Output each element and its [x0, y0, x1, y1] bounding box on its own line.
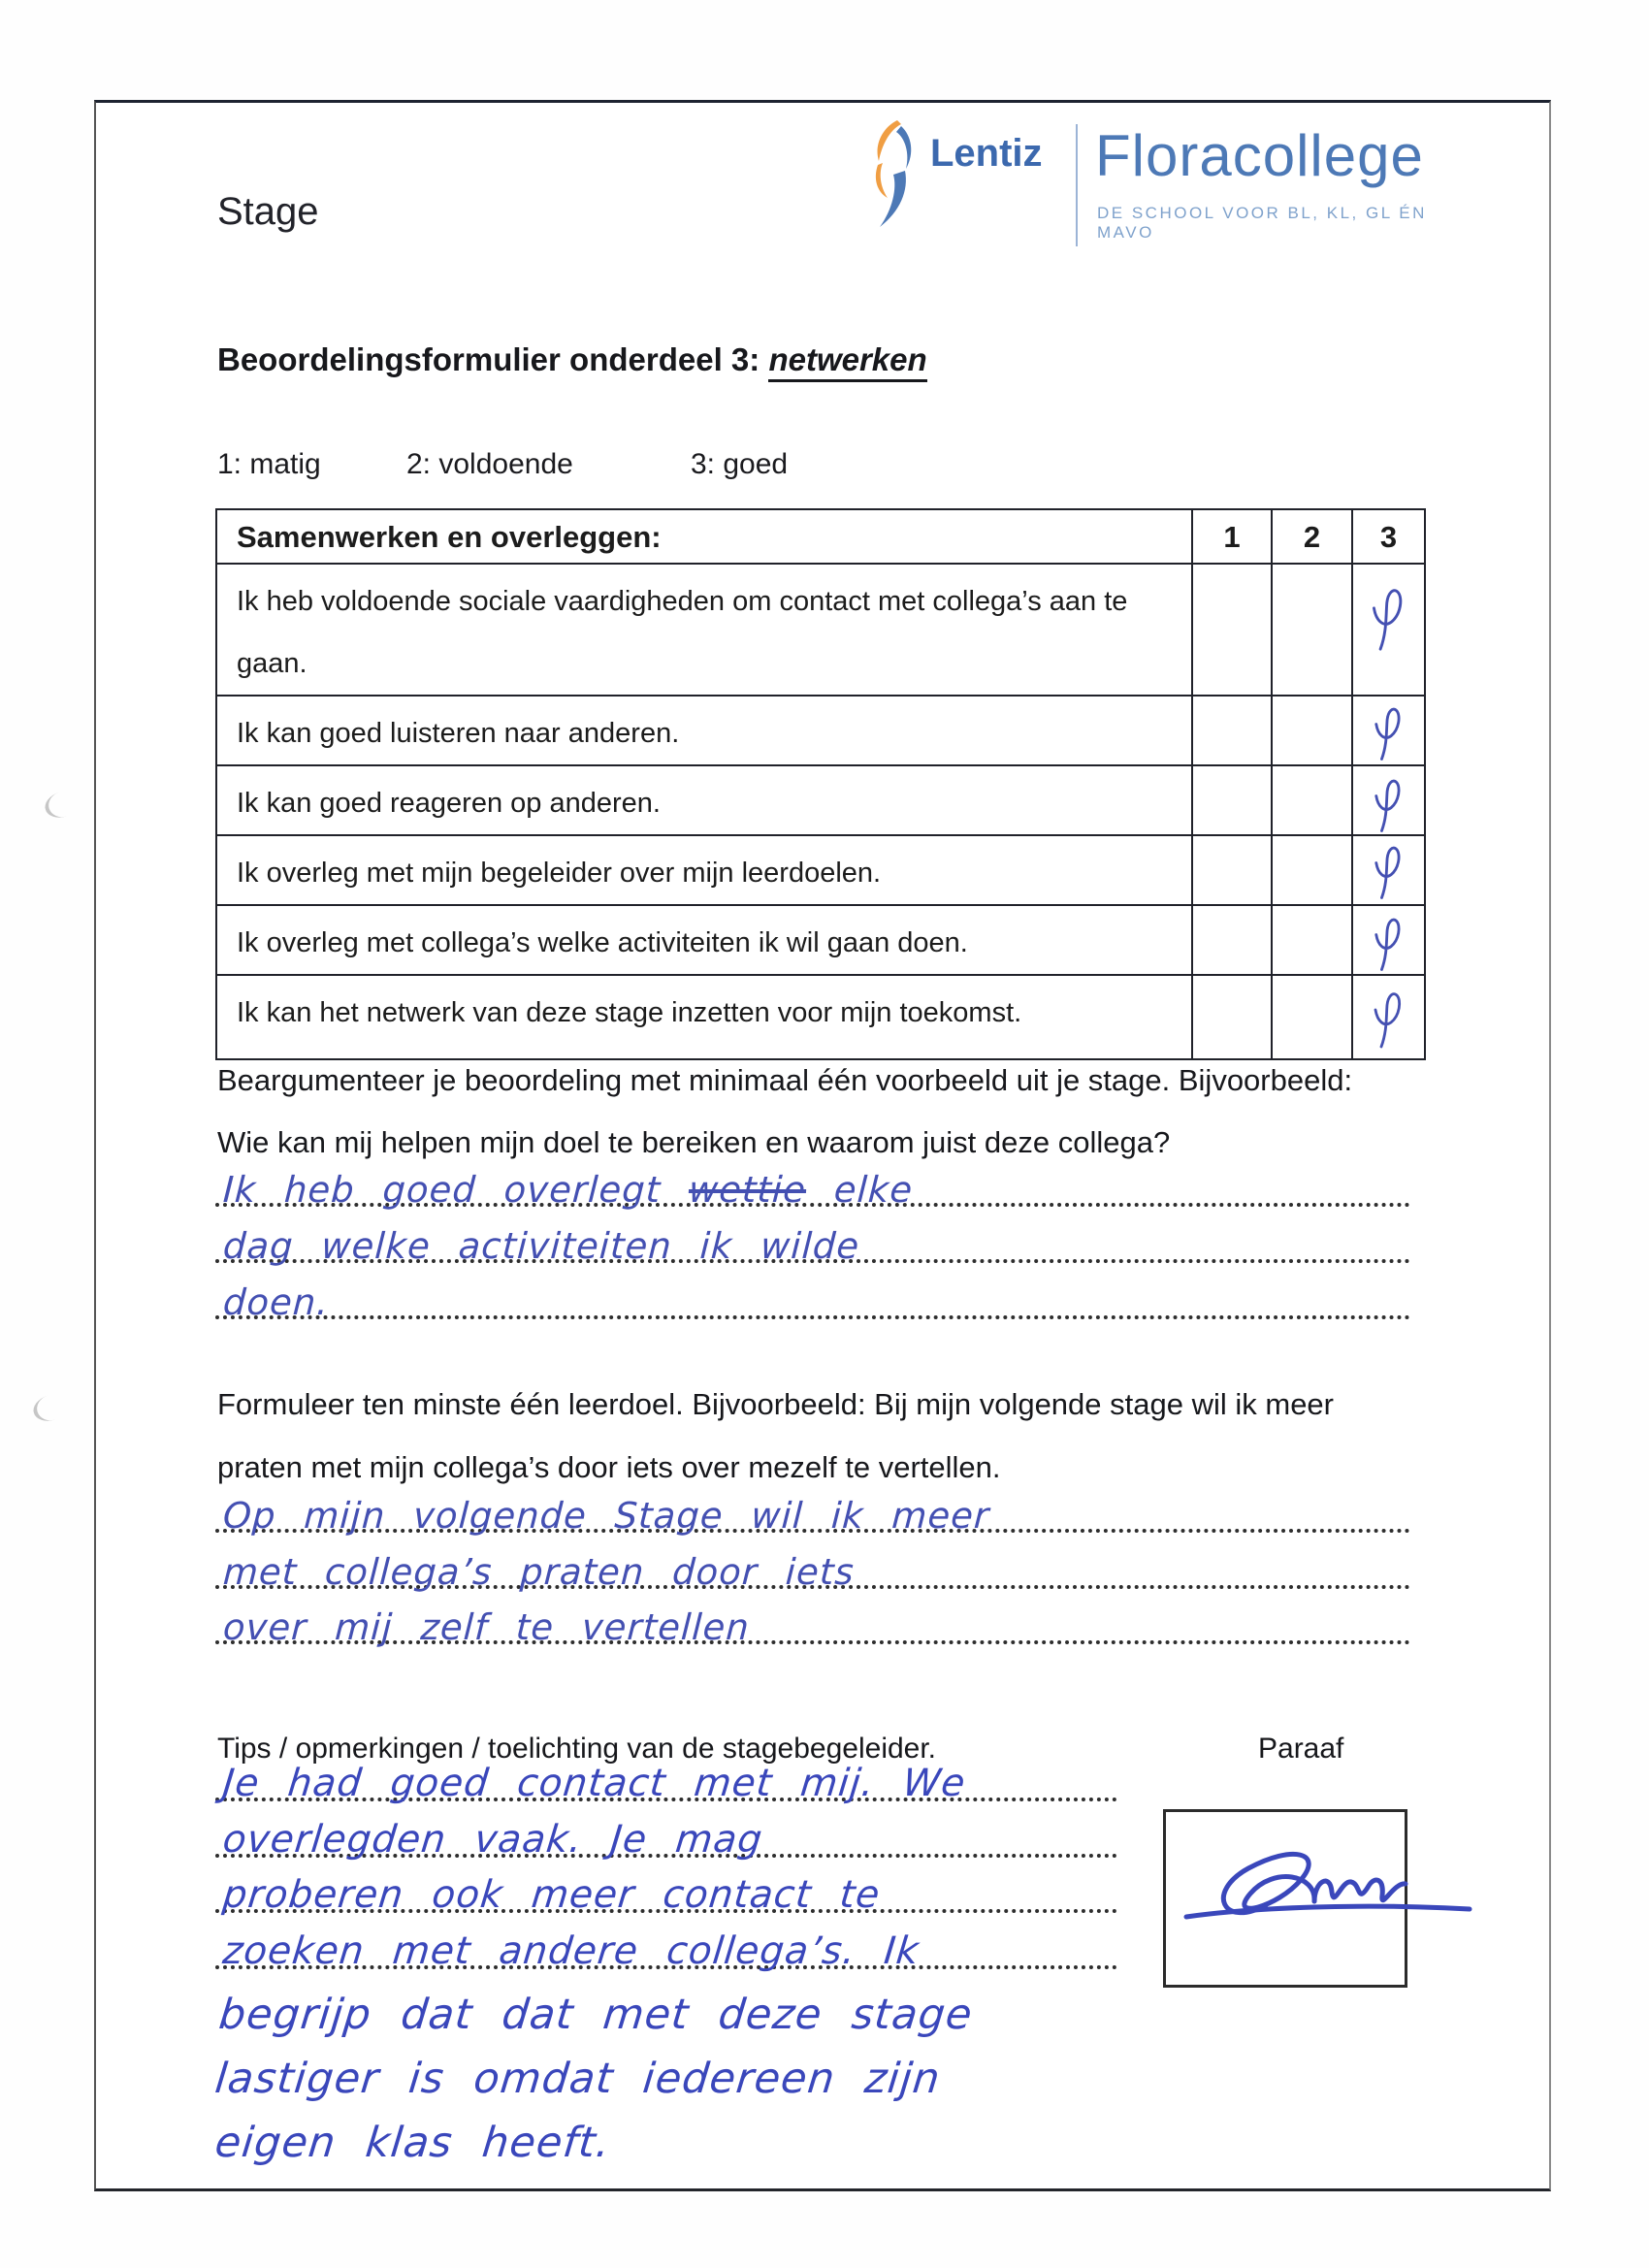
column-header-3: 3	[1352, 509, 1425, 564]
score-cell-checked	[1352, 696, 1425, 765]
answer-line	[215, 1201, 1410, 1267]
paraaf-label: Paraaf	[1258, 1733, 1344, 1765]
statement-text: Ik overleg met mijn begeleider over mijn leerdoelen.	[216, 835, 1192, 905]
argument-prompt-line2: Wie kan mij helpen mijn doel te bereiken en waarom juist deze collega?	[217, 1125, 1171, 1159]
score-cell-checked	[1352, 765, 1425, 835]
score-cell-checked	[1352, 835, 1425, 905]
handwritten-comment: proberen ook meer contact te	[220, 1873, 883, 1917]
page-title: Stage	[217, 190, 319, 233]
table-row	[216, 696, 1425, 765]
handwritten-answer: Ik heb goed overlegt wettie elke	[221, 1169, 915, 1211]
column-header-2: 2	[1272, 509, 1352, 564]
lentiz-swoosh-icon	[866, 118, 924, 233]
handwritten-answer: met collega’s praten door iets	[221, 1551, 856, 1593]
handwritten-comment: eigen klas heeft.	[212, 2119, 613, 2167]
goal-prompt-line1: Formuleer ten minste één leerdoel. Bijvoorbeeld: Bij mijn volgende stage wil ik meer	[217, 1387, 1334, 1421]
checkmark-icon	[1373, 770, 1406, 840]
answer-line	[215, 1582, 1410, 1648]
handwritten-answer: Op mijn volgende Stage wil ik meer	[221, 1495, 991, 1537]
statement-text: Ik kan het netwerk van deze stage inzetten voor mijn toekomst.	[216, 975, 1192, 1059]
form-heading-prefix: Beoordelingsformulier onderdeel 3:	[217, 341, 769, 377]
handwritten-comment: begrijp dat dat met deze stage	[216, 1991, 976, 2039]
comment-line	[215, 1739, 1117, 1805]
checkmark-icon	[1373, 910, 1406, 978]
logo-tagline-text: DE SCHOOL VOOR BL, KL, GL ÉN MAVO	[1097, 204, 1427, 242]
handwritten-comment: zoeken met andere collega’s. Ik	[220, 1929, 922, 1973]
checkmark-icon	[1370, 568, 1408, 669]
table-row	[216, 975, 1425, 1059]
scale-item-goed: 3: goed	[691, 448, 789, 480]
logo-divider	[1076, 124, 1078, 246]
goal-prompt-line2: praten met mijn collega’s door iets over mezelf te vertellen.	[217, 1450, 1001, 1484]
form-heading	[217, 341, 927, 378]
column-header-1: 1	[1192, 509, 1272, 564]
comment-line	[215, 1796, 1117, 1862]
handwritten-answer: doen.	[221, 1281, 331, 1323]
scale-item-voldoende: 2: voldoende	[406, 448, 573, 480]
scan-artifact-mark	[42, 787, 84, 822]
scan-artifact-mark	[30, 1390, 73, 1425]
answer-line	[215, 1257, 1410, 1323]
statement-text: Ik heb voldoende sociale vaardigheden om contact met collega’s aan te gaan.	[216, 564, 1192, 696]
rating-table	[215, 508, 1426, 1060]
handwritten-answer: dag welke activiteiten ik wilde	[221, 1225, 861, 1267]
table-header: Samenwerken en overleggen:	[216, 509, 1192, 564]
logo-brand-text: Lentiz	[930, 132, 1043, 175]
handwritten-comment: overlegden vaak. Je mag	[220, 1818, 765, 1862]
table-row	[216, 905, 1425, 975]
answer-line	[215, 1527, 1410, 1593]
table-row	[216, 765, 1425, 835]
statement-text: Ik overleg met collega’s welke activiteiten ik wil gaan doen.	[216, 905, 1192, 975]
score-cell-checked	[1352, 975, 1425, 1059]
signature	[1169, 1824, 1479, 1979]
statement-text: Ik kan goed luisteren naar anderen.	[216, 696, 1192, 765]
form-heading-topic: netwerken	[768, 341, 926, 382]
comment-line	[215, 1907, 1117, 1973]
checkmark-icon	[1373, 840, 1406, 904]
score-cell-checked	[1352, 564, 1425, 696]
struck-word: wettie	[687, 1169, 808, 1211]
score-cell-checked	[1352, 905, 1425, 975]
handwritten-comment: lastiger is omdat iedereen zijn	[212, 2055, 944, 2103]
handwritten-answer: over mij zelf te vertellen	[221, 1606, 751, 1648]
handwritten-comment: Je had goed contact met mij. We	[220, 1762, 968, 1805]
scale-item-matig: 1: matig	[217, 448, 321, 480]
checkmark-icon	[1372, 980, 1406, 1059]
comment-line	[215, 1851, 1117, 1917]
table-row	[216, 564, 1425, 696]
logo-school-text: Floracollege	[1095, 123, 1424, 188]
argument-prompt-line1: Beargumenteer je beoordeling met minimaal één voorbeeld uit je stage. Bijvoorbeeld:	[217, 1063, 1353, 1097]
statement-text: Ik kan goed reageren op anderen.	[216, 765, 1192, 835]
school-logo	[866, 114, 1468, 250]
tips-label: Tips / opmerkingen / toelichting van de stagebegeleider.	[217, 1733, 937, 1765]
table-row	[216, 835, 1425, 905]
checkmark-icon	[1373, 700, 1406, 766]
answer-line	[215, 1145, 1410, 1211]
answer-line	[215, 1471, 1410, 1537]
